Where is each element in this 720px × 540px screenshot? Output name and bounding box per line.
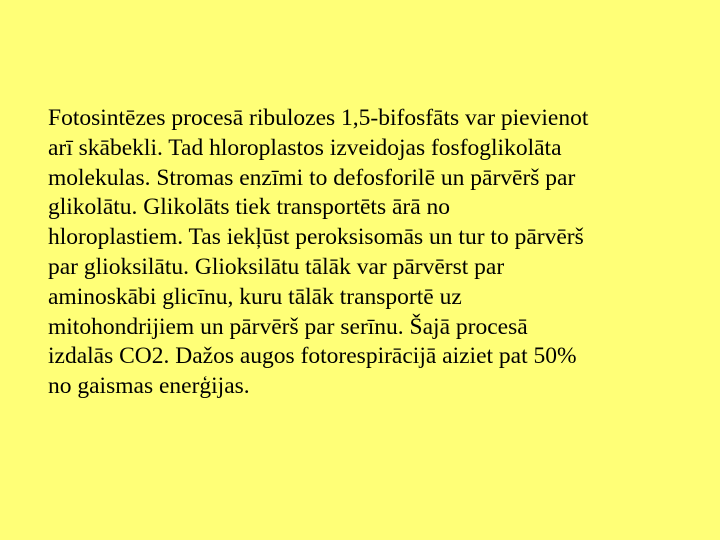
text-line: hloroplastiem. Tas iekļūst peroksisomās un tur to pārvērš [48, 224, 584, 251]
text-line: Fotosintēzes procesā ribulozes 1,5-bifosfāts var pievienot [48, 105, 589, 131]
text-line: mitohondrijiem un pārvērš par serīnu. Šajā procesā [48, 313, 528, 340]
text-line: glikolātu. Glikolāts tiek transportēts ārā no [48, 194, 451, 221]
text-line: arī skābekli. Tad hloroplastos izveidojas fosfoglikolāta [48, 134, 562, 161]
text-line: no gaismas enerģijas. [48, 373, 250, 400]
text-line: izdalās CO2. Dažos augos fotorespirācijā aiziet pat 50% [48, 343, 577, 370]
text-line: par glioksilātu. Glioksilātu tālāk var pārvērst par [48, 253, 505, 280]
body-text [48, 104, 708, 402]
text-line: molekulas. Stromas enzīmi to defosforilē un pārvērš par [48, 164, 576, 191]
text-line: aminoskābi glicīnu, kuru tālāk transportē uz [48, 283, 462, 310]
